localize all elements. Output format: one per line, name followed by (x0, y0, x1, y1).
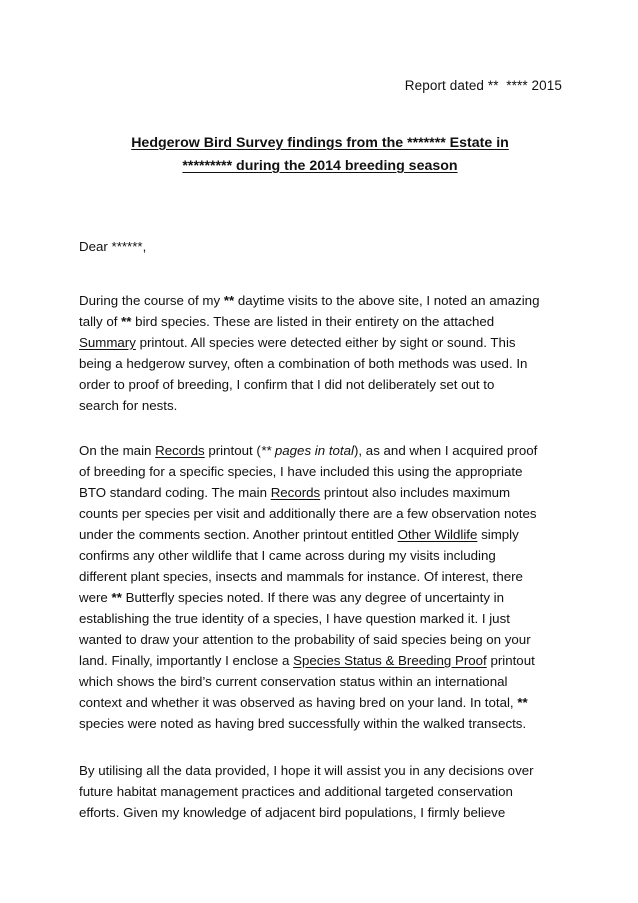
records-printout-reference: Records (155, 443, 205, 458)
text-line (79, 440, 569, 461)
text-run: Butterfly species noted. If there was any degree of uncertainty in (121, 590, 505, 605)
text-line (79, 524, 569, 545)
text-line: of breeding for a specific species, I have included this using the appropriate (79, 464, 523, 479)
title-line-1: Hedgerow Bird Survey findings from the ******* Estate in (131, 135, 509, 151)
text-run: tally of (79, 314, 122, 329)
title-underline (78, 132, 562, 178)
text-line: confirms any other wildlife that I came across during my visits including (79, 548, 496, 563)
text-run: daytime visits to the above site, I noted an amazing (234, 293, 540, 308)
report-date: Report dated ** **** 2015 (404, 78, 562, 93)
text-line (79, 290, 569, 311)
other-wildlife-printout-reference: Other Wildlife (397, 527, 478, 542)
text-run: were (79, 590, 112, 605)
text-line (79, 650, 569, 671)
text-line: which shows the bird’s current conservation status within an international (79, 674, 508, 689)
salutation: Dear ******, (79, 239, 147, 254)
bold-placeholder: ** (111, 590, 122, 605)
text-line: establishing the true identity of a species, I have question marked it. I just (79, 611, 510, 626)
paragraph-3 (79, 760, 569, 823)
title-line-2: ********* during the 2014 breeding season (182, 158, 458, 174)
bold-placeholder: ** (121, 314, 132, 329)
text-run: ), as and when I acquired proof (353, 443, 538, 458)
text-run: During the course of my (79, 293, 224, 308)
text-line: By utilising all the data provided, I hope it will assist you in any decisions over (79, 763, 534, 778)
text-run: printout also includes maximum (320, 485, 511, 500)
bold-placeholder: ** (517, 695, 528, 710)
text-run: BTO standard coding. The main (79, 485, 271, 500)
text-run: under the comments section. Another printout entitled (79, 527, 398, 542)
document-title (78, 132, 562, 178)
text-line (79, 587, 569, 608)
text-run: printout (486, 653, 535, 668)
text-run: printout. All species were detected either by sight or sound. This (135, 335, 516, 350)
text-run: land. Finally, importantly I enclose a (79, 653, 294, 668)
species-status-printout-reference: Species Status & Breeding Proof (293, 653, 487, 668)
text-line: different plant species, insects and mammals for instance. Of interest, there (79, 569, 523, 584)
paragraph-1 (79, 290, 569, 416)
text-line (79, 482, 569, 503)
text-run: simply (477, 527, 519, 542)
text-line (79, 332, 569, 353)
text-line: species were noted as having bred successfully within the walked transects. (79, 716, 527, 731)
text-run: context and whether it was observed as having bred on your land. In total, (79, 695, 518, 710)
text-line: being a hedgerow survey, often a combination of both methods was used. In (79, 356, 528, 371)
text-line: counts per species per visit and additionally there are a few observation notes (79, 506, 537, 521)
text-line: search for nests. (79, 398, 178, 413)
paragraph-2 (79, 440, 569, 734)
text-line (79, 692, 569, 713)
italic-text: ** pages in total (260, 443, 354, 458)
text-line (79, 311, 569, 332)
text-line: future habitat management practices and additional targeted conservation (79, 784, 513, 799)
summary-printout-reference: Summary (79, 335, 136, 350)
records-printout-reference: Records (270, 485, 321, 500)
text-line: wanted to draw your attention to the probability of said species being on your (79, 632, 531, 647)
bold-placeholder: ** (223, 293, 235, 308)
text-line: efforts. Given my knowledge of adjacent bird populations, I firmly believe (79, 805, 506, 820)
text-line: order to proof of breeding, I confirm that I did not deliberately set out to (79, 377, 495, 392)
text-run: On the main (79, 443, 156, 458)
text-run: printout ( (204, 443, 261, 458)
text-run: bird species. These are listed in their entirety on the attached (131, 314, 495, 329)
